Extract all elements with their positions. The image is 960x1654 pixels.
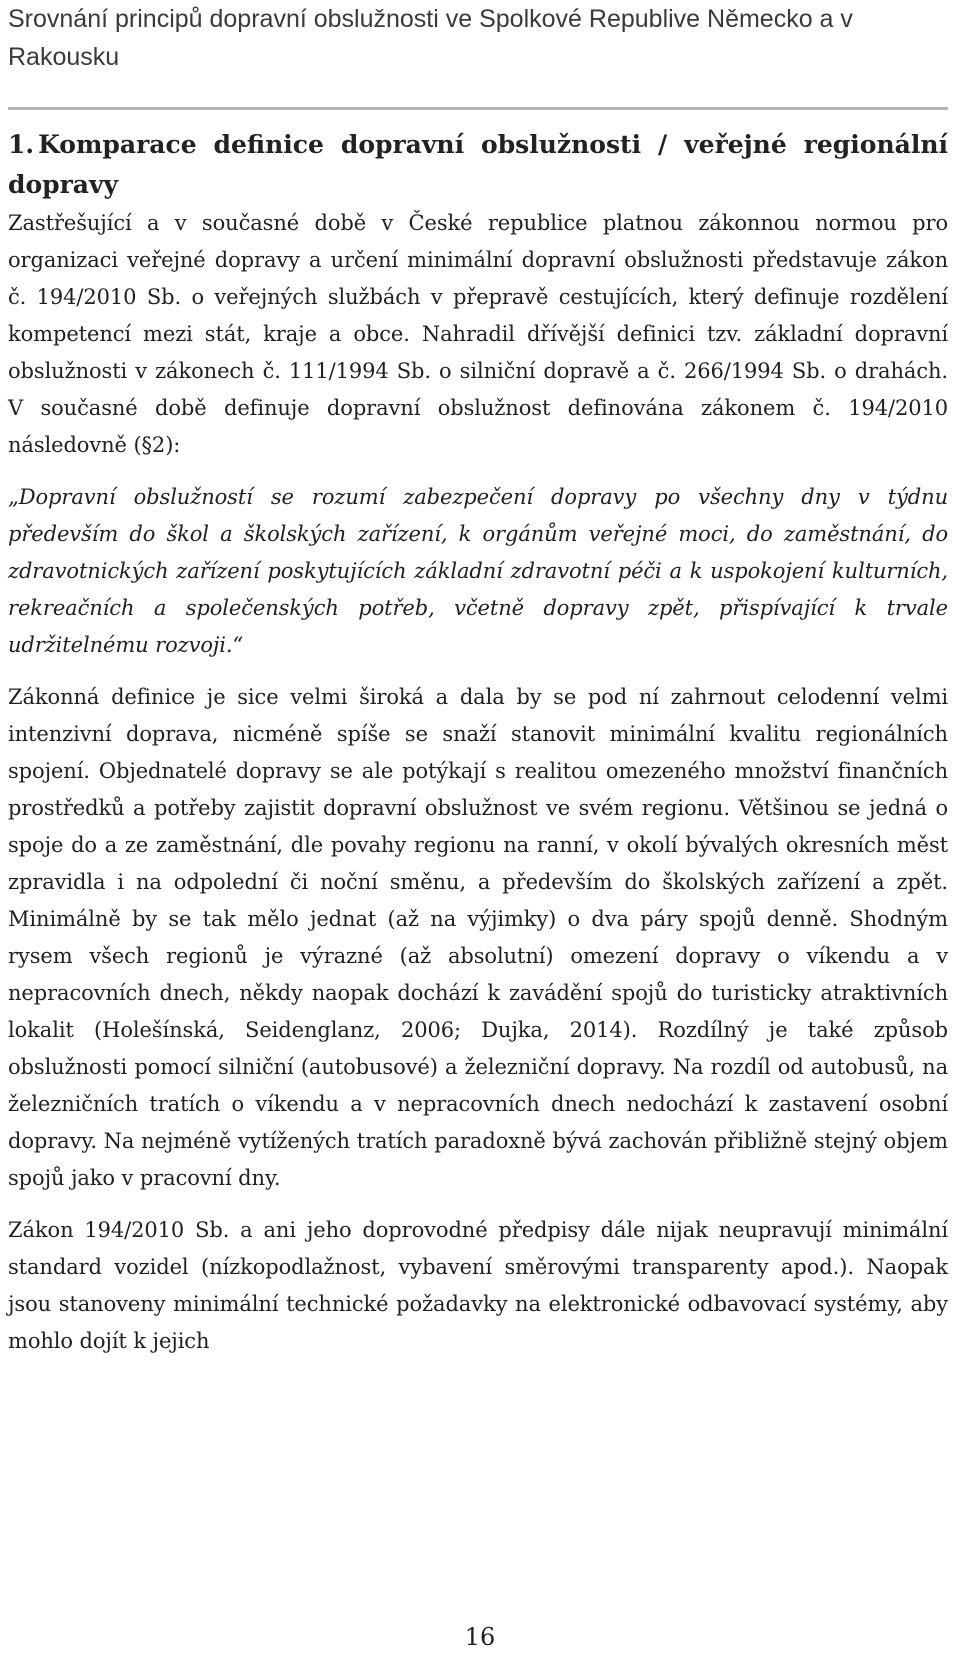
paragraph-analysis: Zákonná definice je sice velmi široká a dala by se pod ní zahrnout celodenní velmi intenzivní doprava, nicméně spíše se snaží stanovit minimální kvalitu regionálních spojení. Objednatelé dopravy se ale potýkají s realitou omezeného množství finančních prostředků a potřeby zajistit dopravní obslužnost ve svém regionu. Většinou se jedná o spoje do a ze zaměstnání, dle povahy regionu na ranní, v okolí bývalých okresních měst zpravidla i na odpolední či noční směnu, a především do školských zařízení a zpět. Minimálně by se tak mělo jednat (až na výjimky) o dva páry spojů denně. Shodným rysem všech regionů je výrazné (až absolutní) omezení dopravy o víkendu a v nepracovních dnech, někdy naopak dochází k zavádění spojů do turisticky atraktivních lokalit (Holešínská, Seidenglanz, 2006; Dujka, 2014). Rozdílný je také způsob obslužnosti pomocí silniční (autobusové) a železniční dopravy. Na rozdíl od autobusů, na železničních tratích o víkendu a v nepracovních dnech nedochází k zastavení osobní dopravy. Na nejméně vytížených tratích paradoxně bývá zachován přibližně stejný objem spojů jako v pracovní dny. <box>8 685 948 1190</box>
law-quote: „Dopravní obslužností se rozumí zabezpečení dopravy po všechny dny v týdnu především do škol a školských zařízení, k orgánům veřejné moci, do zaměstnání, do zdravotnických zařízení poskytujících základní zdravotní péči a k uspokojení kulturních, rekreačních a společenských potřeb, včetně dopravy zpět, přispívající k trvale udržitelnému rozvoji.“ <box>8 485 948 657</box>
running-title: Srovnání principů dopravní obslužnosti ve Spolkové Republive Německo a v Rakousku <box>8 5 853 71</box>
page-content <box>8 125 948 1360</box>
paragraph-intro: Zastřešující a v současné době v České republice platnou zákonnou normou pro organizaci veřejné dopravy a určení minimální dopravní obslužnosti představuje zákon č. 194/2010 Sb. o veřejných službách v přepravě cestujících, který definuje rozdělení kompetencí mezi stát, kraje a obce. Nahradil dřívější definici tzv. základní dopravní obslužnosti v zákonech č. 111/1994 Sb. o silniční dopravě a č. 266/1994 Sb. o drahách. V současné době definuje dopravní obslužnost definována zákonem č. 194/2010 následovně (§2): <box>8 211 948 457</box>
header-rule <box>8 107 948 110</box>
paragraph-vehicle-standards: Zákon 194/2010 Sb. a ani jeho doprovodné předpisy dále nijak neupravují minimální standard vozidel (nízkopodlažnost, vybavení směrovými transparenty apod.). Naopak jsou stanoveny minimální technické požadavky na elektronické odbavovací systémy, aby mohlo dojít k jejich <box>8 1218 948 1353</box>
section-number: 1. <box>8 130 35 159</box>
section-heading <box>8 125 948 205</box>
section-title: Komparace definice dopravní obslužnosti / veřejné regionální dopravy <box>8 130 948 199</box>
page-number: 16 <box>464 1623 496 1651</box>
